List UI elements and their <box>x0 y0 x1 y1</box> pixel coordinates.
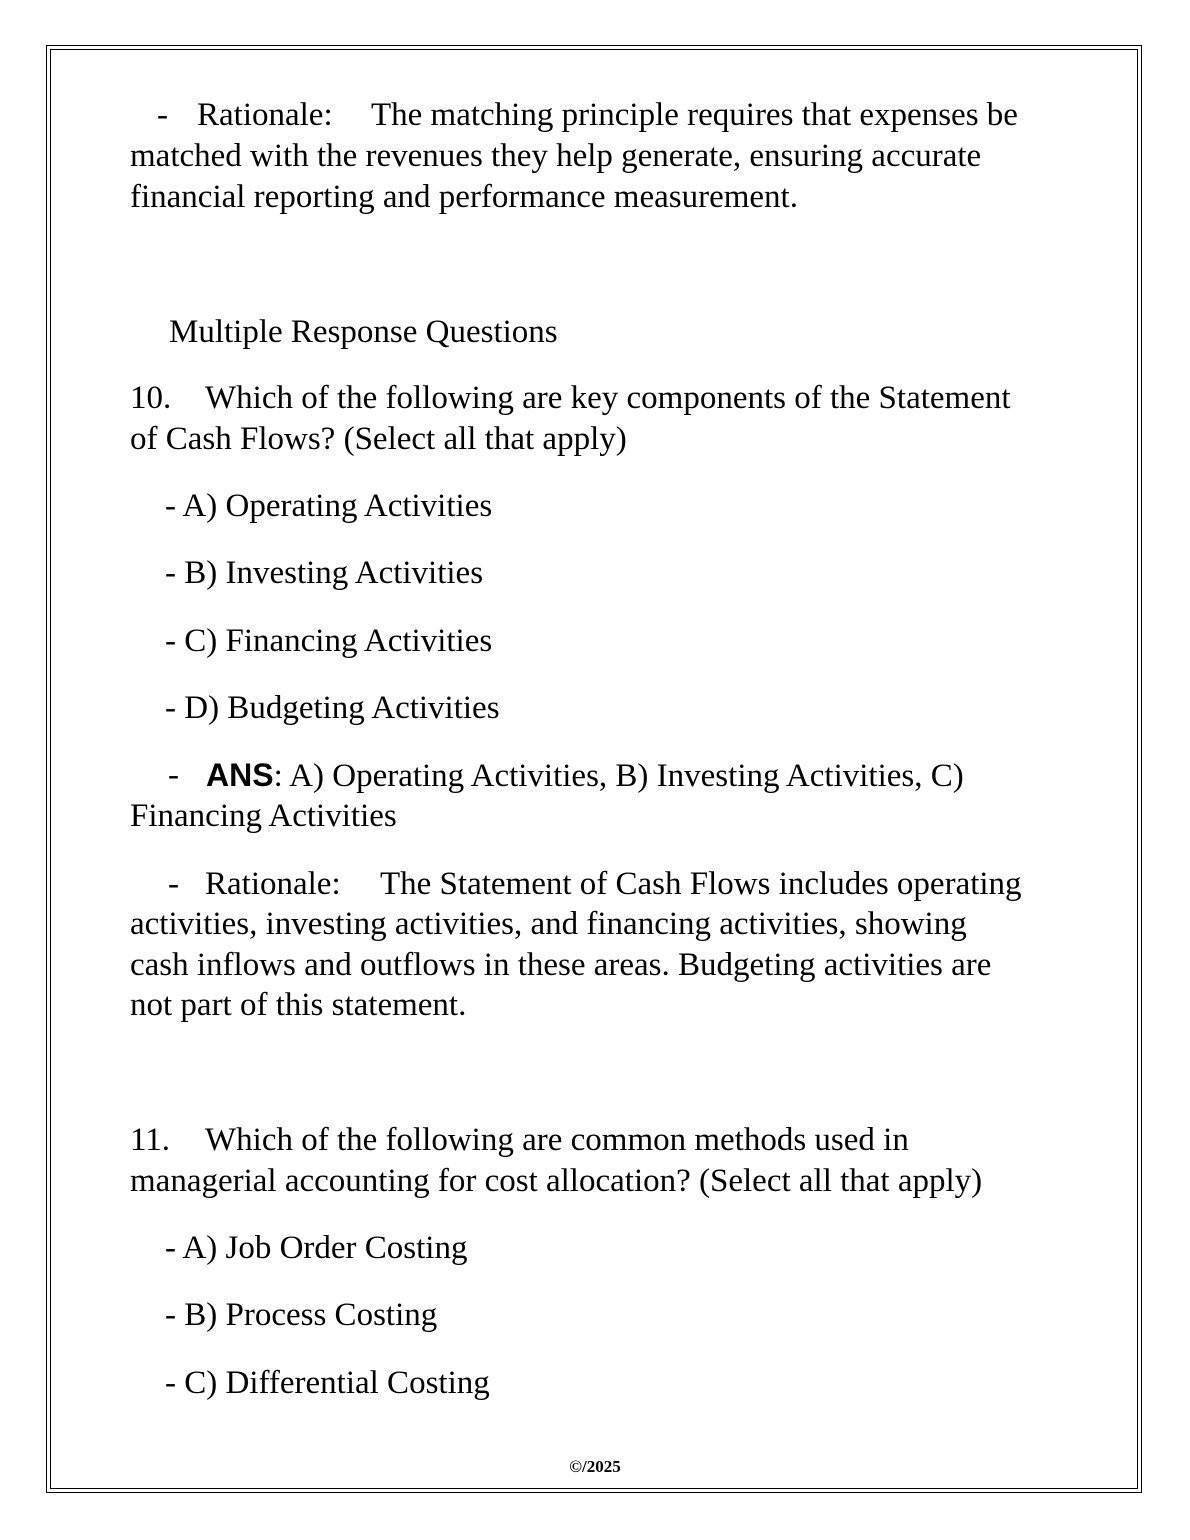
question-11-option-c: - C) Differential Costing <box>165 1365 490 1401</box>
question-10-line-1: Which of the following are key components of the Statement <box>205 380 1011 416</box>
question-11-option-b: - B) Process Costing <box>165 1297 438 1333</box>
question-11-line-1: Which of the following are common methods used in <box>205 1122 909 1158</box>
question-10-rationale-label: Rationale: <box>205 866 341 902</box>
question-10-answer-line-2: Financing Activities <box>130 798 397 834</box>
question-10-option-d: - D) Budgeting Activities <box>165 690 500 726</box>
question-10-line-2: of Cash Flows? (Select all that apply) <box>130 421 627 457</box>
question-10-answer <box>206 755 964 797</box>
question-10-rationale-line-4: not part of this statement. <box>130 987 467 1023</box>
question-11-line-2: managerial accounting for cost allocation? (Select all that apply) <box>130 1163 983 1199</box>
section-heading: Multiple Response Questions <box>169 314 558 350</box>
question-10-answer-dash: - <box>168 757 179 793</box>
question-10-option-c: - C) Financing Activities <box>165 623 493 659</box>
answer-line-1: : A) Operating Activities, B) Investing Activities, C) <box>273 758 964 794</box>
question-11-number: 11. <box>130 1122 171 1158</box>
question-11-option-a: - A) Job Order Costing <box>165 1230 468 1266</box>
rationale-dash: - <box>157 97 168 133</box>
question-10-option-a: - A) Operating Activities <box>165 488 493 524</box>
question-10-rationale-line-2: activities, investing activities, and financing activities, showing <box>130 906 967 942</box>
rationale-line-1: The matching principle requires that expenses be <box>371 97 1018 133</box>
rationale-line-3: financial reporting and performance measurement. <box>130 179 798 215</box>
answer-label: ANS <box>206 757 274 793</box>
question-10-rationale-line-3: cash inflows and outflows in these areas. Budgeting activities are <box>130 947 992 983</box>
rationale-label: Rationale: <box>197 97 333 133</box>
question-10-rationale-dash: - <box>168 866 179 902</box>
question-10-option-b: - B) Investing Activities <box>165 555 484 591</box>
question-10-number: 10. <box>130 380 172 416</box>
question-10-rationale-line-1: The Statement of Cash Flows includes operating <box>380 866 1022 902</box>
page-footer-copyright: ©/2025 <box>569 1457 621 1476</box>
rationale-line-2: matched with the revenues they help generate, ensuring accurate <box>130 138 982 174</box>
